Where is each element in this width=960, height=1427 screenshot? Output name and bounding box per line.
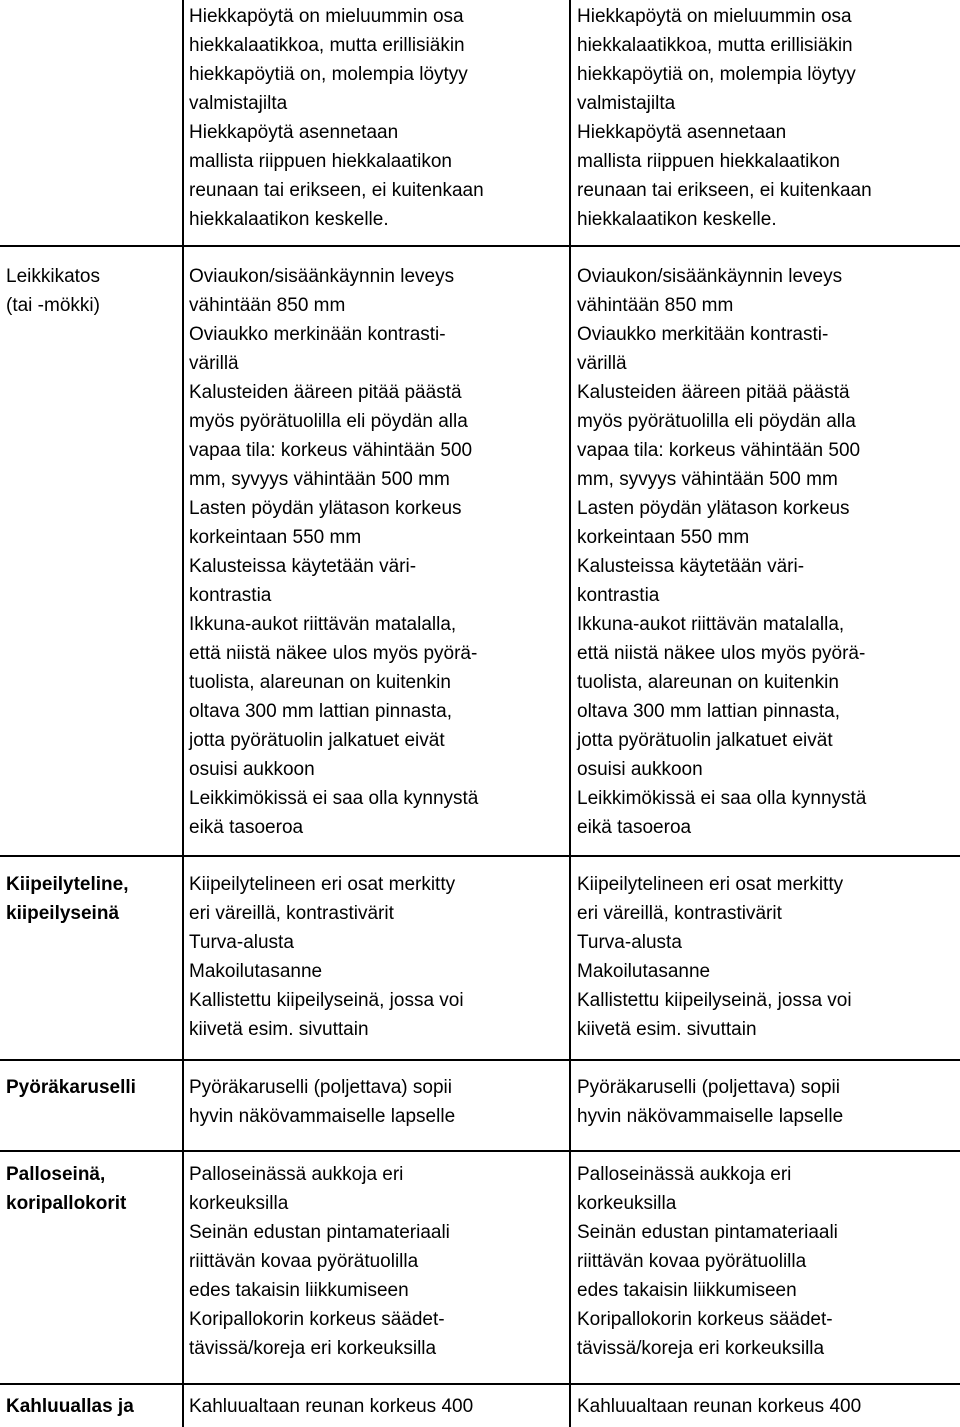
cell-text-line: Oviaukon/sisäänkäynnin leveys <box>189 266 455 287</box>
cell-text-line: Leikkimökissä ei saa olla kynnystä <box>189 788 479 809</box>
cell-text-line: Kalusteiden ääreen pitää päästä <box>189 382 462 403</box>
cell-text-line: korkeintaan 550 mm <box>577 527 750 548</box>
cell-text-line: eikä tasoeroa <box>189 817 304 838</box>
cell-text-line: osuisi aukkoon <box>577 759 703 780</box>
cell-text-line: korkeuksilla <box>189 1193 289 1214</box>
cell-text-line: Seinän edustan pintamateriaali <box>577 1222 838 1243</box>
cell-text-line: eikä tasoeroa <box>577 817 692 838</box>
row-label-line: Pyöräkaruselli <box>6 1077 136 1098</box>
cell-text-line: vähintään 850 mm <box>189 295 346 316</box>
cell-text-line: myös pyörätuolilla eli pöydän alla <box>577 411 856 432</box>
cell-text-line: että niistä näkee ulos myös pyörä- <box>577 643 866 664</box>
cell-text-line: hiekkapöytiä on, molempia löytyy <box>189 64 468 85</box>
column-divider <box>569 0 571 1427</box>
cell-column-2 <box>189 1160 569 1363</box>
cell-text-line: Koripallokorin korkeus säädet- <box>189 1309 445 1330</box>
cell-text-line: Kalusteissa käytetään väri- <box>189 556 417 577</box>
row-label-line: Leikkikatos <box>6 266 100 287</box>
cell-text-line: hiekkalaatikon keskelle. <box>577 209 777 230</box>
cell-text-line: värillä <box>577 353 627 374</box>
cell-column-2 <box>189 262 569 842</box>
cell-text-line: Kiipeilytelineen eri osat merkitty <box>577 874 844 895</box>
cell-column-2 <box>189 870 569 1044</box>
cell-text-line: myös pyörätuolilla eli pöydän alla <box>189 411 468 432</box>
cell-text-line: Palloseinässä aukkoja eri <box>189 1164 404 1185</box>
cell-text-line: jotta pyörätuolin jalkatuet eivät <box>577 730 833 751</box>
cell-text-line: edes takaisin liikkumiseen <box>189 1280 409 1301</box>
cell-text-line: Kahluualtaan reunan korkeus 400 <box>577 1396 862 1417</box>
cell-text-line: Hiekkapöytä on mieluummin osa <box>189 6 464 27</box>
cell-text-line: hyvin näkövammaiselle lapselle <box>189 1106 456 1127</box>
cell-text-line: jotta pyörätuolin jalkatuet eivät <box>189 730 445 751</box>
row-label-line: Palloseinä, <box>6 1164 106 1185</box>
cell-text-line: valmistajilta <box>577 93 676 114</box>
cell-column-3 <box>577 1392 957 1421</box>
row-label-line: Kahluuallas ja <box>6 1396 134 1417</box>
cell-text-line: korkeintaan 550 mm <box>189 527 362 548</box>
cell-text-line: eri väreillä, kontrastivärit <box>577 903 782 924</box>
row-label-line: koripallokorit <box>6 1193 127 1214</box>
cell-text-line: Koripallokorin korkeus säädet- <box>577 1309 833 1330</box>
cell-text-line: osuisi aukkoon <box>189 759 315 780</box>
cell-text-line: tävissä/koreja eri korkeuksilla <box>189 1338 437 1359</box>
cell-text-line: Hiekkapöytä asennetaan <box>189 122 399 143</box>
cell-text-line: korkeuksilla <box>577 1193 677 1214</box>
cell-text-line: Hiekkapöytä on mieluummin osa <box>577 6 852 27</box>
row-label <box>6 1392 178 1421</box>
cell-text-line: Kahluualtaan reunan korkeus 400 <box>189 1396 474 1417</box>
cell-text-line: Oviaukko merkitään kontrasti- <box>577 324 829 345</box>
row-label-line: Kiipeilyteline, <box>6 874 129 895</box>
row-divider <box>0 855 960 857</box>
cell-text-line: Ikkuna-aukot riittävän matalalla, <box>189 614 457 635</box>
row-divider <box>0 1150 960 1152</box>
cell-text-line: mallista riippuen hiekkalaatikon <box>577 151 840 172</box>
cell-column-3 <box>577 262 957 842</box>
cell-text-line: reunaan tai erikseen, ei kuitenkaan <box>189 180 484 201</box>
cell-text-line: vähintään 850 mm <box>577 295 734 316</box>
cell-text-line: kiivetä esim. sivuttain <box>577 1019 757 1040</box>
cell-text-line: hyvin näkövammaiselle lapselle <box>577 1106 844 1127</box>
cell-column-2 <box>189 1392 569 1421</box>
cell-text-line: riittävän kovaa pyörätuolilla <box>577 1251 807 1272</box>
cell-text-line: Ikkuna-aukot riittävän matalalla, <box>577 614 845 635</box>
cell-column-3 <box>577 870 957 1044</box>
cell-column-3 <box>577 1073 957 1131</box>
cell-text-line: eri väreillä, kontrastivärit <box>189 903 394 924</box>
cell-text-line: hiekkalaatikkoa, mutta erillisiäkin <box>189 35 465 56</box>
row-label <box>6 1160 178 1218</box>
cell-text-line: Leikkimökissä ei saa olla kynnystä <box>577 788 867 809</box>
cell-text-line: tuolista, alareunan on kuitenkin <box>577 672 839 693</box>
cell-text-line: Seinän edustan pintamateriaali <box>189 1222 450 1243</box>
cell-column-2 <box>189 2 569 234</box>
cell-text-line: Kallistettu kiipeilyseinä, jossa voi <box>577 990 852 1011</box>
row-label <box>6 1073 178 1102</box>
cell-text-line: mm, syvyys vähintään 500 mm <box>577 469 838 490</box>
row-label-line: (tai -mökki) <box>6 295 100 316</box>
cell-text-line: värillä <box>189 353 239 374</box>
cell-text-line: hiekkalaatikon keskelle. <box>189 209 389 230</box>
cell-text-line: hiekkalaatikkoa, mutta erillisiäkin <box>577 35 853 56</box>
cell-text-line: reunaan tai erikseen, ei kuitenkaan <box>577 180 872 201</box>
cell-text-line: edes takaisin liikkumiseen <box>577 1280 797 1301</box>
cell-text-line: tuolista, alareunan on kuitenkin <box>189 672 451 693</box>
cell-text-line: kontrastia <box>189 585 272 606</box>
row-label <box>6 262 178 320</box>
cell-column-3 <box>577 1160 957 1363</box>
cell-text-line: Makoilutasanne <box>577 961 711 982</box>
row-divider <box>0 245 960 247</box>
cell-text-line: Hiekkapöytä asennetaan <box>577 122 787 143</box>
cell-text-line: riittävän kovaa pyörätuolilla <box>189 1251 419 1272</box>
cell-text-line: Turva-alusta <box>189 932 294 953</box>
cell-text-line: että niistä näkee ulos myös pyörä- <box>189 643 478 664</box>
cell-text-line: Kalusteissa käytetään väri- <box>577 556 805 577</box>
cell-text-line: Palloseinässä aukkoja eri <box>577 1164 792 1185</box>
cell-text-line: oltava 300 mm lattian pinnasta, <box>577 701 840 722</box>
cell-text-line: mm, syvyys vähintään 500 mm <box>189 469 450 490</box>
cell-text-line: vapaa tila: korkeus vähintään 500 <box>577 440 861 461</box>
cell-text-line: Makoilutasanne <box>189 961 323 982</box>
cell-column-3 <box>577 2 957 234</box>
row-label-line: kiipeilyseinä <box>6 903 120 924</box>
cell-text-line: tävissä/koreja eri korkeuksilla <box>577 1338 825 1359</box>
cell-text-line: Turva-alusta <box>577 932 682 953</box>
cell-text-line: Kallistettu kiipeilyseinä, jossa voi <box>189 990 464 1011</box>
row-divider <box>0 1059 960 1061</box>
cell-text-line: vapaa tila: korkeus vähintään 500 <box>189 440 473 461</box>
cell-text-line: hiekkapöytiä on, molempia löytyy <box>577 64 856 85</box>
cell-text-line: Kiipeilytelineen eri osat merkitty <box>189 874 456 895</box>
cell-text-line: Oviaukon/sisäänkäynnin leveys <box>577 266 843 287</box>
cell-text-line: oltava 300 mm lattian pinnasta, <box>189 701 452 722</box>
cell-column-2 <box>189 1073 569 1131</box>
row-label <box>6 870 178 928</box>
cell-text-line: valmistajilta <box>189 93 288 114</box>
cell-text-line: Lasten pöydän ylätason korkeus <box>189 498 462 519</box>
cell-text-line: Oviaukko merkinään kontrasti- <box>189 324 446 345</box>
cell-text-line: Kalusteiden ääreen pitää päästä <box>577 382 850 403</box>
cell-text-line: Pyöräkaruselli (poljettava) sopii <box>189 1077 452 1098</box>
column-divider <box>182 0 184 1427</box>
row-divider <box>0 1383 960 1385</box>
cell-text-line: kiivetä esim. sivuttain <box>189 1019 369 1040</box>
cell-text-line: kontrastia <box>577 585 660 606</box>
cell-text-line: Lasten pöydän ylätason korkeus <box>577 498 850 519</box>
cell-text-line: mallista riippuen hiekkalaatikon <box>189 151 452 172</box>
cell-text-line: Pyöräkaruselli (poljettava) sopii <box>577 1077 840 1098</box>
